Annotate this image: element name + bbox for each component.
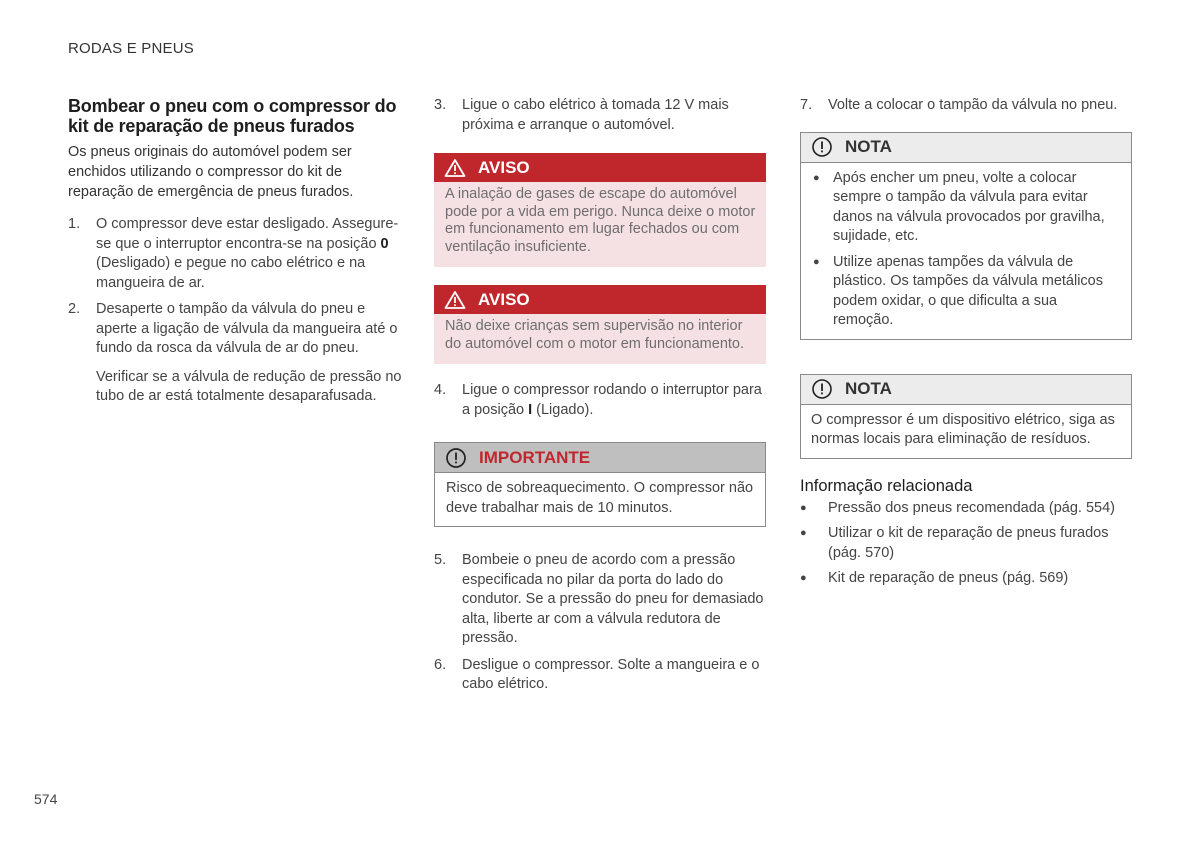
warning-text: Não deixe crianças sem supervisão no interior do automóvel com o motor em funcionamento.	[445, 318, 745, 352]
list-item	[813, 169, 1121, 247]
note-header	[801, 133, 1131, 163]
step-text	[462, 381, 766, 420]
step-number: 7.	[800, 97, 813, 113]
step-text: Volte a colocar o tampão da válvula no pneu.	[828, 97, 1118, 113]
warning-triangle-icon	[444, 289, 466, 311]
step-number: 2.	[68, 301, 81, 317]
note-box-2	[800, 374, 1132, 459]
related-info-title: Informação relacionada	[800, 476, 973, 495]
list-item-text: Utilize apenas tampões da válvula de plástico. Os tampões da válvula metálicos podem oxidar, o que dificulta a sua remoção.	[833, 253, 1103, 328]
note-title: NOTA	[845, 137, 892, 156]
warning-text: A inalação de gases de escape do automóvel pode por a vida em perigo. Nunca deixe o motor em funcionamento em lugar fechados ou com ventilação insuficiente.	[445, 186, 756, 255]
step-text-part: (Ligado).	[532, 401, 594, 418]
bullet-icon: ●	[800, 501, 807, 514]
warning-triangle-icon	[444, 157, 466, 179]
step-text: Bombeie o pneu de acordo com a pressão especificada no pilar da porta do lado do condutor. Se a pressão do pneu for demasiado alta, liberte ar com a válvula redutora de pressão.	[462, 552, 764, 646]
step-number: 5.	[434, 552, 447, 568]
step-text: Desaperte o tampão da válvula do pneu e aperte a ligação de válvula da mangueira até o fundo da rosca da válvula de ar do pneu.	[96, 301, 398, 356]
step-1	[68, 215, 402, 293]
section-header: RODAS E PNEUS	[68, 40, 194, 57]
note-header	[801, 375, 1131, 405]
warning-box-2	[434, 285, 766, 364]
important-box	[434, 442, 766, 527]
step-note: Verificar se a válvula de redução de pressão no tubo de ar está totalmente desaparafusada.	[96, 368, 402, 404]
step-2	[68, 300, 402, 407]
important-header	[435, 443, 765, 473]
related-link[interactable]	[800, 569, 1132, 589]
important-title: IMPORTANTE	[479, 447, 591, 467]
steps-list-1	[68, 215, 402, 407]
warning-title: AVISO	[478, 157, 530, 177]
related-link[interactable]	[800, 524, 1132, 563]
steps-list-2	[434, 551, 766, 695]
column-1	[68, 96, 402, 414]
bullet-icon: ●	[813, 255, 820, 268]
warning-box-1	[434, 153, 766, 267]
step-number: 4.	[434, 382, 447, 398]
step-6	[434, 656, 766, 695]
warning-header	[434, 285, 766, 314]
step-text	[96, 215, 402, 293]
related-link-text[interactable]: Pressão dos pneus recomendada (pág. 554)	[828, 499, 1115, 516]
page-number: 574	[34, 791, 58, 807]
step-text: Ligue o cabo elétrico à tomada 12 V mais próxima e arranque o automóvel.	[462, 97, 729, 133]
info-circle-icon	[445, 447, 467, 469]
related-link-text[interactable]: Kit de reparação de pneus (pág. 569)	[828, 570, 1069, 586]
warning-header	[434, 153, 766, 182]
important-text: Risco de sobreaquecimento. O compressor não deve trabalhar mais de 10 minutos.	[446, 480, 754, 516]
switch-position-on: I	[528, 401, 533, 418]
column-2	[434, 96, 766, 702]
related-link-text[interactable]: Utilizar o kit de reparação de pneus furados (pág. 570)	[828, 525, 1109, 561]
step-number: 1.	[68, 216, 81, 232]
step-number: 6.	[434, 656, 447, 673]
step-text-part: Ligue o compressor rodando o interruptor para a posição	[462, 382, 762, 418]
step-4	[434, 381, 766, 420]
note-box-1	[800, 132, 1132, 340]
step-number: 3.	[434, 97, 447, 113]
warning-title: AVISO	[478, 289, 530, 309]
intro-paragraph: Os pneus originais do automóvel podem ser enchidos utilizando o compressor do kit de reparação de emergência de pneus furados.	[68, 144, 354, 200]
info-circle-icon	[811, 136, 833, 158]
page-title: Bombear o pneu com o compressor do kit de reparação de pneus furados	[68, 96, 397, 136]
switch-position-off: 0	[380, 235, 389, 252]
step-text-part: (Desligado) e pegue no cabo elétrico e na mangueira de ar.	[96, 255, 366, 291]
related-links	[800, 499, 1132, 589]
note-title: NOTA	[845, 379, 892, 398]
bullet-icon: ●	[813, 171, 820, 184]
list-item-text: Após encher um pneu, volte a colocar sempre o tampão da válvula para evitar danos na válvula provocados por gravilha, sujidade, etc.	[833, 169, 1105, 244]
step-text: Desligue o compressor. Solte a mangueira e o cabo elétrico.	[462, 656, 760, 692]
note-text: O compressor é um dispositivo elétrico, siga as normas locais para eliminação de resíduos.	[811, 411, 1115, 447]
list-item	[813, 253, 1121, 331]
column-3	[800, 96, 1132, 595]
note-bullets	[801, 163, 1131, 339]
related-info	[800, 477, 1132, 589]
step-5	[434, 551, 766, 649]
step-text-part: O compressor deve estar desligado. Assegure-se que o interruptor encontra-se na posição	[96, 216, 399, 252]
bullet-icon: ●	[800, 527, 807, 539]
info-circle-icon	[811, 378, 833, 400]
bullet-icon: ●	[800, 572, 807, 584]
step-7	[800, 96, 1132, 116]
related-link[interactable]	[800, 499, 1132, 519]
step-3	[434, 96, 766, 135]
